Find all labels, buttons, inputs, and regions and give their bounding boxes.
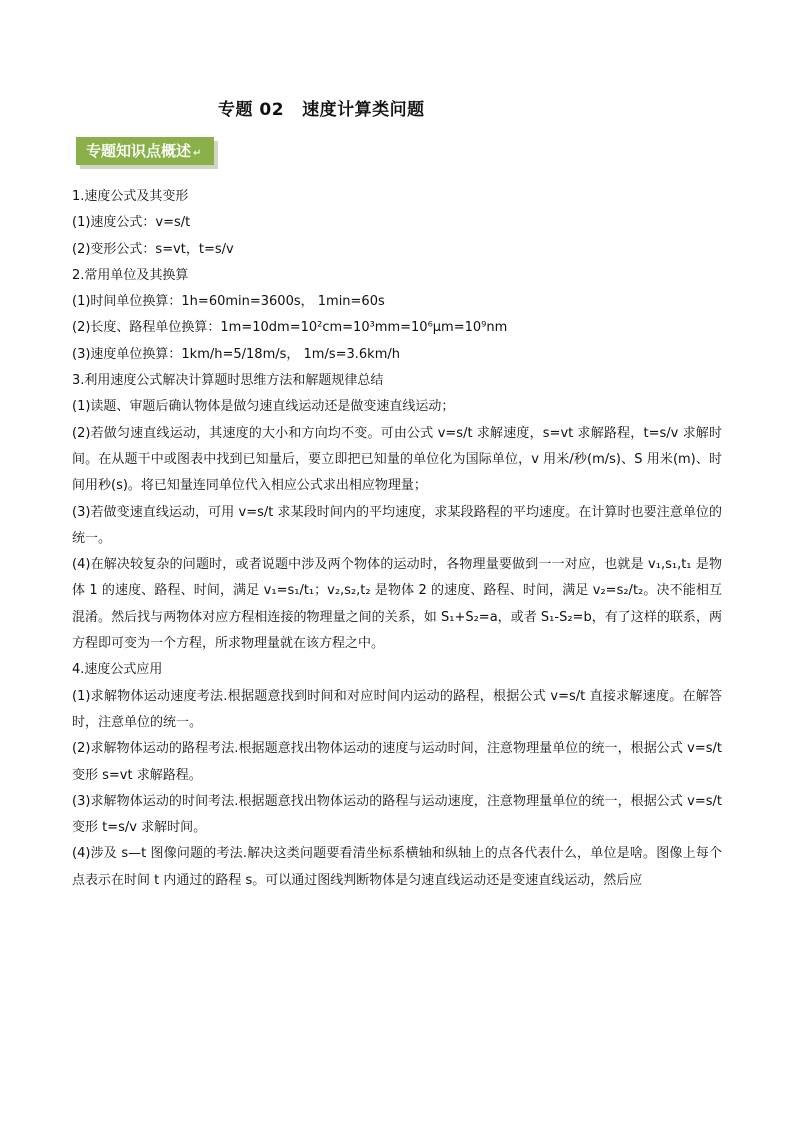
paragraph: (3)若做变速直线运动，可用 v=s/t 求某段时间内的平均速度，求某段路程的平均速度。在计算时也要注意单位的统一。 [72,504,722,546]
paragraph: (1)求解物体运动速度考法.根据题意找到时间和对应时间内运动的路程，根据公式 v=s/t 直接求解速度。在解答时，注意单位的统一。 [72,688,722,730]
paragraph: (4)涉及 s—t 图像问题的考法.解决这类问题要看清坐标系横轴和纵轴上的点各代表什么，单位是啥。图像上每个点表示在时间 t 内通过的路程 s。可以通过图线判断物体是匀速直线运动还是变速直线运动，然后应 [72,846,722,888]
title-text: 速度计算类问题 [302,100,425,120]
paragraph: (2)变形公式：s=vt，t=s/v [72,241,234,257]
page-title [218,95,425,120]
paragraph: (2)求解物体运动的路程考法.根据题意找出物体运动的速度与运动时间，注意物理量单位的统一，根据公式 v=s/t 变形 s=vt 求解路程。 [72,741,722,783]
heading-speed-formula: 1.速度公式及其变形 [72,189,189,204]
paragraph: (3)求解物体运动的时间考法.根据题意找出物体运动的路程与运动速度，注意物理量单位的统一，根据公式 v=s/t 变形 t=s/v 求解时间。 [72,793,722,836]
heading-application: 4.速度公式应用 [72,662,163,678]
paragraph: (2)长度、路程单位换算：1m=10dm=10²cm=10³mm=10⁶μm=10⁹nm [72,320,508,336]
return-mark-icon: ↵ [193,148,202,159]
document-body [72,184,722,894]
paragraph: (1)读题、审题后确认物体是做匀速直线运动还是做变速直线运动； [72,399,455,415]
heading-units: 2.常用单位及其换算 [72,267,189,283]
paragraph: (4)在解决较复杂的问题时，或者说题中涉及两个物体的运动时，各物理量要做到一一对应，也就是 v₁,s₁,t₁ 是物体 1 的速度、路程、时间，满足 v₁=s₁/t₁；v₂,s₂,t₂ 是物体 2 的速度、路程、时间，满足 v₂=s₂/t₂。决不能相互混淆。然后找与两物体对应方程相连接的物理量之间的关系，如 S₁+S₂=a，或者 S₁-S₂=b，有了这样的联系，两方程即可变为一个方程，所求物理量就在该方程之中。 [72,557,722,652]
paragraph: (3)速度单位换算：1km/h=5/18m/s， 1m/s=3.6km/h [72,346,400,362]
section-badge-label: 专题知识点概述 [86,142,192,160]
section-badge [76,137,214,165]
heading-method: 3.利用速度公式解决计算题时思维方法和解题规律总结 [72,373,384,389]
paragraph: (1)时间单位换算：1h=60min=3600s， 1min=60s [72,294,385,310]
paragraph: (2)若做匀速直线运动，其速度的大小和方向均不变。可由公式 v=s/t 求解速度，s=vt 求解路程，t=s/v 求解时间。在从题干中或图表中找到已知量后，要立即把已知量的单位化为国际单位，v 用米/秒(m/s)、S 用米(m)、时间用秒(s)。将已知量连同单位代入相应公式求出相应物理量； [72,425,722,494]
paragraph: (1)速度公式：v=s/t [72,215,191,231]
title-number: 专题 02 [218,100,285,120]
